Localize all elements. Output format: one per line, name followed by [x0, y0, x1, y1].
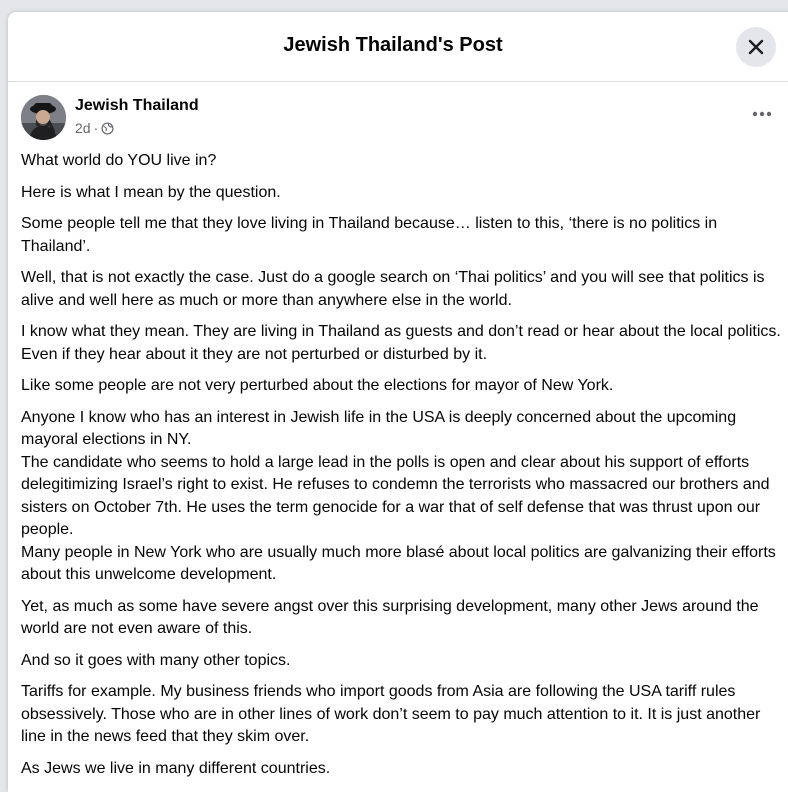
globe-icon[interactable] — [101, 122, 114, 135]
post-paragraph: Tariffs for example. My business friends who import goods from Asia are following the USA tariff rules obsessively. Those who are in other lines of work don’t seem to pay much attention to it. It is just another line in the news feed that they skim over. — [21, 683, 761, 745]
post-meta — [75, 120, 114, 136]
post-paragraph: What world do YOU live in? — [21, 152, 217, 169]
post-dialog — [8, 12, 788, 792]
post-paragraph: I know what they mean. They are living in Thailand as guests and don’t read or hear about the local politics. Even if they hear about it they are not perturbed or disturbed by it. — [21, 323, 781, 363]
post-paragraph: And so it goes with many other topics. — [21, 651, 291, 669]
dialog-title: Jewish Thailand's Post — [283, 34, 503, 56]
post-text — [21, 150, 781, 789]
post-paragraph: As Jews we live in many different countries. — [21, 759, 331, 777]
post-paragraph: The candidate who seems to hold a large lead in the polls is open and clear about his support of efforts delegitimizing Israel’s right to exist. He refuses to condemn the terrorists who massacred our brothers and sisters on October 7th. He uses the term genocide for a war that of self defense that was thrust upon our people. — [21, 453, 770, 538]
post-paragraph: Many people in New York who are usually much more blasé about local politics are galvanizing their efforts about this unwelcome development. — [21, 543, 776, 583]
post-paragraph: Anyone I know who has an interest in Jewish life in the USA is deeply concerned about the upcoming mayoral elections in NY. — [21, 408, 737, 448]
close-icon — [747, 38, 765, 56]
post-time[interactable]: 2d — [75, 120, 91, 136]
post-paragraph: Well, that is not exactly the case. Just do a google search on ‘Thai politics’ and you will see that politics is alive and well here as much or more than anywhere else in the world. — [21, 269, 765, 309]
post-paragraph: Some people tell me that they love living in Thailand because… listen to this, ‘there is no politics in Thailand’. — [21, 215, 718, 255]
avatar[interactable] — [21, 95, 66, 140]
avatar-image — [21, 95, 66, 140]
author-name[interactable]: Jewish Thailand — [75, 97, 199, 114]
more-options-button[interactable] — [744, 102, 780, 126]
dialog-header — [8, 12, 788, 82]
more-options-icon — [752, 111, 772, 117]
close-button[interactable] — [736, 27, 776, 67]
post-paragraph: Like some people are not very perturbed about the elections for mayor of New York. — [21, 377, 614, 394]
meta-separator: · — [93, 120, 99, 136]
post-paragraph: Yet, as much as some have severe angst over this surprising development, many other Jews around the world are not even aware of this. — [21, 597, 759, 637]
post-paragraph: Here is what I mean by the question. — [21, 183, 281, 201]
